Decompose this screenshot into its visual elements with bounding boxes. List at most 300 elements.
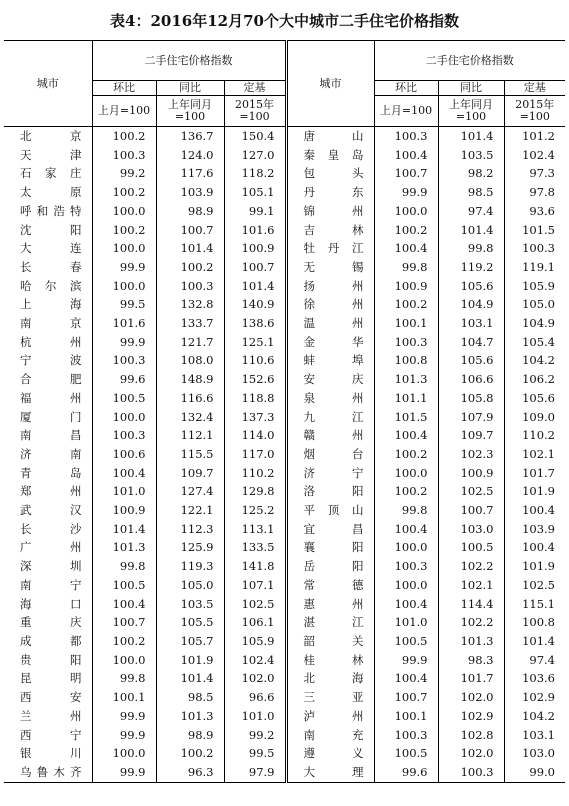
price-index-table xyxy=(4,40,565,783)
base-value-right: 97.8 xyxy=(529,185,555,200)
mom-value-left: 99.8 xyxy=(92,669,156,688)
yoy-value-left: 127.4 xyxy=(156,482,224,501)
table-body xyxy=(4,127,565,783)
yoy-value-right: 102.8 xyxy=(438,726,504,745)
yoy-value-right: 104.9 xyxy=(438,295,504,314)
yoy-value-right: 98.2 xyxy=(438,164,504,183)
city-name-right: 南充 xyxy=(286,726,374,745)
yoy-value-left: 101.9 xyxy=(156,651,224,670)
mom-value-right: 101.0 xyxy=(374,613,438,632)
city-name-left: 长春 xyxy=(4,258,92,277)
mom-value-right: 99.9 xyxy=(374,651,438,670)
yoy-value-left: 98.5 xyxy=(156,688,224,707)
base-value-left: 129.8 xyxy=(224,482,286,501)
base-value-right: 101.2 xyxy=(522,129,555,143)
base-value-left: 101.4 xyxy=(224,277,286,296)
table-row xyxy=(4,538,565,557)
city-name-left: 大连 xyxy=(4,239,92,258)
mom-value-right: 100.5 xyxy=(374,744,438,763)
yoy-value-left: 109.7 xyxy=(156,464,224,483)
base-value-right: 103.0 xyxy=(522,746,555,761)
mom-value-left: 100.0 xyxy=(92,277,156,296)
base-value-left: 102.4 xyxy=(224,651,286,670)
city-name-right: 金华 xyxy=(286,333,374,352)
table-row xyxy=(4,726,565,745)
base-header-right: 定基 xyxy=(504,81,565,96)
base-value-right: 102.5 xyxy=(522,577,555,592)
base-value-left: 100.9 xyxy=(224,239,286,258)
mom-value-right: 101.3 xyxy=(374,370,438,389)
yoy-value-right: 100.5 xyxy=(438,538,504,557)
base-value-left: 101.0 xyxy=(224,707,286,726)
city-name-left: 南宁 xyxy=(4,576,92,595)
yoy-value-left: 117.6 xyxy=(156,164,224,183)
base-value-right: 105.4 xyxy=(522,334,555,349)
base-value-right: 109.0 xyxy=(522,409,555,424)
table-row xyxy=(4,482,565,501)
base-value-right: 100.4 xyxy=(522,540,555,555)
mom-value-right: 101.1 xyxy=(374,389,438,408)
table-row xyxy=(4,557,565,576)
mom-value-left: 99.2 xyxy=(92,164,156,183)
base-value-right: 97.4 xyxy=(529,652,555,667)
table-row xyxy=(4,744,565,763)
base-value-left: 110.6 xyxy=(224,351,286,370)
yoy-value-right: 109.7 xyxy=(438,426,504,445)
base-value-right: 102.9 xyxy=(522,690,555,705)
base-sub-header-left: 2015年=100 xyxy=(224,96,286,127)
mom-value-right: 100.1 xyxy=(374,707,438,726)
base-value-left: 137.3 xyxy=(224,408,286,427)
base-value-left: 99.5 xyxy=(224,744,286,763)
base-value-right: 101.7 xyxy=(522,465,555,480)
base-value-left: 107.1 xyxy=(224,576,286,595)
city-name-left: 石家庄 xyxy=(4,164,92,183)
yoy-value-right: 102.3 xyxy=(438,445,504,464)
table-row xyxy=(4,464,565,483)
city-name-left: 天津 xyxy=(4,146,92,165)
yoy-value-right: 106.6 xyxy=(438,370,504,389)
table-row xyxy=(4,445,565,464)
yoy-value-left: 119.3 xyxy=(156,557,224,576)
mom-value-right: 100.2 xyxy=(374,445,438,464)
yoy-value-right: 119.2 xyxy=(438,258,504,277)
city-name-right: 蚌埠 xyxy=(286,351,374,370)
mom-value-right: 99.6 xyxy=(374,763,438,782)
table-row xyxy=(4,258,565,277)
yoy-value-left: 98.9 xyxy=(156,726,224,745)
yoy-value-left: 105.5 xyxy=(156,613,224,632)
mom-value-right: 100.9 xyxy=(374,277,438,296)
base-value-left: 150.4 xyxy=(224,127,286,146)
city-name-right: 三亚 xyxy=(286,688,374,707)
mom-value-left: 100.5 xyxy=(92,389,156,408)
base-value-left: 99.2 xyxy=(224,726,286,745)
table-row xyxy=(4,370,565,389)
city-name-left: 海口 xyxy=(4,595,92,614)
city-name-right: 泉州 xyxy=(286,389,374,408)
yoy-value-right: 114.4 xyxy=(438,595,504,614)
yoy-value-left: 108.0 xyxy=(156,351,224,370)
base-value-left: 140.9 xyxy=(224,295,286,314)
base-value-right: 115.1 xyxy=(522,596,555,611)
city-name-right: 洛阳 xyxy=(286,482,374,501)
table-row xyxy=(4,351,565,370)
table-row xyxy=(4,164,565,183)
city-name-left: 宁波 xyxy=(4,351,92,370)
mom-value-right: 100.3 xyxy=(374,127,438,146)
base-value-right: 106.2 xyxy=(522,372,555,387)
base-header-left: 定基 xyxy=(224,81,286,96)
mom-value-left: 101.4 xyxy=(92,520,156,539)
base-value-left: 106.1 xyxy=(224,613,286,632)
base-value-left: 105.1 xyxy=(224,183,286,202)
city-name-left: 重庆 xyxy=(4,613,92,632)
yoy-value-right: 101.3 xyxy=(438,632,504,651)
table-row xyxy=(4,501,565,520)
city-name-right: 丹东 xyxy=(286,183,374,202)
yoy-value-left: 101.4 xyxy=(156,239,224,258)
mom-value-right: 100.7 xyxy=(374,688,438,707)
mom-value-right: 100.8 xyxy=(374,351,438,370)
base-value-right: 105.6 xyxy=(522,390,555,405)
mom-value-left: 100.1 xyxy=(92,688,156,707)
mom-value-left: 100.6 xyxy=(92,445,156,464)
yoy-value-left: 112.3 xyxy=(156,520,224,539)
table-row xyxy=(4,688,565,707)
base-value-right: 103.6 xyxy=(522,671,555,686)
mom-value-right: 99.9 xyxy=(374,183,438,202)
base-value-right: 119.1 xyxy=(522,259,555,274)
mom-value-left: 100.3 xyxy=(92,426,156,445)
city-name-left: 杭州 xyxy=(4,333,92,352)
yoy-sub-header-right: 上年同月=100 xyxy=(438,96,504,127)
table-row xyxy=(4,333,565,352)
yoy-value-right: 99.8 xyxy=(438,239,504,258)
table-row xyxy=(4,763,565,782)
city-name-right: 徐州 xyxy=(286,295,374,314)
base-value-right: 105.9 xyxy=(522,278,555,293)
index-group-header-left: 二手住宅价格指数 xyxy=(92,41,286,81)
table-row xyxy=(4,277,565,296)
base-value-right: 104.9 xyxy=(522,316,555,331)
mom-value-left: 100.4 xyxy=(92,464,156,483)
city-name-left: 贵阳 xyxy=(4,651,92,670)
base-value-left: 118.2 xyxy=(224,164,286,183)
base-value-right: 100.4 xyxy=(522,503,555,518)
city-name-right: 锦州 xyxy=(286,202,374,221)
mom-value-left: 100.2 xyxy=(92,221,156,240)
mom-value-right: 100.3 xyxy=(374,333,438,352)
table-row xyxy=(4,408,565,427)
yoy-value-left: 133.7 xyxy=(156,314,224,333)
mom-value-right: 99.8 xyxy=(374,258,438,277)
mom-value-right: 100.2 xyxy=(374,482,438,501)
city-name-right: 北海 xyxy=(286,669,374,688)
yoy-value-right: 102.0 xyxy=(438,688,504,707)
yoy-header-left: 同比 xyxy=(156,81,224,96)
table-row xyxy=(4,239,565,258)
base-value-left: 102.0 xyxy=(224,669,286,688)
city-name-left: 成都 xyxy=(4,632,92,651)
city-name-right: 牡丹江 xyxy=(286,239,374,258)
yoy-value-left: 105.7 xyxy=(156,632,224,651)
mom-value-right: 100.0 xyxy=(374,202,438,221)
yoy-header-right: 同比 xyxy=(438,81,504,96)
yoy-value-left: 100.3 xyxy=(156,277,224,296)
table-row xyxy=(4,295,565,314)
city-name-right: 桂林 xyxy=(286,651,374,670)
mom-value-left: 100.3 xyxy=(92,351,156,370)
yoy-value-left: 100.2 xyxy=(156,744,224,763)
yoy-value-left: 132.4 xyxy=(156,408,224,427)
mom-value-left: 99.9 xyxy=(92,707,156,726)
table-row xyxy=(4,520,565,539)
base-value-left: 97.9 xyxy=(224,763,286,782)
mom-value-left: 100.4 xyxy=(92,595,156,614)
yoy-value-left: 112.1 xyxy=(156,426,224,445)
yoy-value-left: 132.8 xyxy=(156,295,224,314)
city-name-left: 郑州 xyxy=(4,482,92,501)
base-value-right: 100.8 xyxy=(522,615,555,630)
mom-value-right: 100.4 xyxy=(374,146,438,165)
base-value-right: 101.4 xyxy=(522,633,555,648)
yoy-value-right: 103.5 xyxy=(438,146,504,165)
mom-value-right: 100.7 xyxy=(374,164,438,183)
yoy-value-right: 104.7 xyxy=(438,333,504,352)
city-name-right: 温州 xyxy=(286,314,374,333)
mom-value-left: 101.3 xyxy=(92,538,156,557)
table-row xyxy=(4,632,565,651)
base-value-left: 99.1 xyxy=(224,202,286,221)
table-row xyxy=(4,183,565,202)
base-value-left: 118.8 xyxy=(224,389,286,408)
city-name-right: 无锡 xyxy=(286,258,374,277)
mom-value-left: 100.0 xyxy=(92,239,156,258)
base-value-right: 101.9 xyxy=(522,484,555,499)
yoy-value-left: 101.4 xyxy=(156,669,224,688)
base-value-left: 113.1 xyxy=(224,520,286,539)
yoy-value-left: 100.2 xyxy=(156,258,224,277)
yoy-value-left: 96.3 xyxy=(156,763,224,782)
mom-value-right: 100.3 xyxy=(374,726,438,745)
base-value-left: 110.2 xyxy=(224,464,286,483)
mom-value-left: 100.2 xyxy=(92,632,156,651)
mom-value-left: 99.9 xyxy=(92,258,156,277)
base-value-left: 117.0 xyxy=(224,445,286,464)
yoy-value-right: 102.2 xyxy=(438,557,504,576)
city-name-right: 宜昌 xyxy=(286,520,374,539)
yoy-value-right: 103.1 xyxy=(438,314,504,333)
mom-value-left: 99.8 xyxy=(92,557,156,576)
city-name-left: 沈阳 xyxy=(4,221,92,240)
base-value-left: 100.7 xyxy=(224,258,286,277)
yoy-value-right: 105.6 xyxy=(438,277,504,296)
table-row xyxy=(4,595,565,614)
base-value-right: 103.1 xyxy=(522,727,555,742)
base-value-left: 101.6 xyxy=(224,221,286,240)
mom-value-left: 100.0 xyxy=(92,651,156,670)
table-row xyxy=(4,314,565,333)
base-value-right: 103.9 xyxy=(522,521,555,536)
city-name-left: 哈尔滨 xyxy=(4,277,92,296)
yoy-value-left: 124.0 xyxy=(156,146,224,165)
yoy-value-left: 125.9 xyxy=(156,538,224,557)
yoy-value-right: 102.0 xyxy=(438,744,504,763)
mom-value-left: 99.5 xyxy=(92,295,156,314)
city-name-right: 襄阳 xyxy=(286,538,374,557)
city-name-left: 青岛 xyxy=(4,464,92,483)
city-name-left: 呼和浩特 xyxy=(4,202,92,221)
yoy-value-left: 101.3 xyxy=(156,707,224,726)
city-name-left: 厦门 xyxy=(4,408,92,427)
city-name-right: 扬州 xyxy=(286,277,374,296)
city-name-right: 韶关 xyxy=(286,632,374,651)
mom-value-right: 100.0 xyxy=(374,538,438,557)
city-header-right: 城市 xyxy=(286,41,374,127)
yoy-value-right: 105.8 xyxy=(438,389,504,408)
yoy-value-left: 100.7 xyxy=(156,221,224,240)
base-value-left: 152.6 xyxy=(224,370,286,389)
mom-value-left: 100.7 xyxy=(92,613,156,632)
yoy-value-right: 105.6 xyxy=(438,351,504,370)
table-row xyxy=(4,146,565,165)
mom-value-left: 100.9 xyxy=(92,501,156,520)
city-name-left: 福州 xyxy=(4,389,92,408)
mom-value-right: 100.4 xyxy=(374,239,438,258)
city-name-left: 北京 xyxy=(4,127,92,146)
city-name-left: 长沙 xyxy=(4,520,92,539)
mom-value-left: 99.9 xyxy=(92,763,156,782)
base-value-left: 114.0 xyxy=(224,426,286,445)
mom-value-right: 100.2 xyxy=(374,221,438,240)
city-name-right: 赣州 xyxy=(286,426,374,445)
mom-value-right: 100.3 xyxy=(374,557,438,576)
yoy-value-right: 101.4 xyxy=(438,221,504,240)
yoy-value-left: 116.6 xyxy=(156,389,224,408)
city-name-left: 南京 xyxy=(4,314,92,333)
city-name-left: 昆明 xyxy=(4,669,92,688)
table-row xyxy=(4,613,565,632)
yoy-value-right: 101.4 xyxy=(438,127,504,146)
yoy-value-left: 148.9 xyxy=(156,370,224,389)
table-row xyxy=(4,202,565,221)
base-value-right: 104.2 xyxy=(522,353,555,368)
mom-value-left: 100.0 xyxy=(92,408,156,427)
city-name-right: 湛江 xyxy=(286,613,374,632)
base-value-right: 100.3 xyxy=(522,241,555,256)
table-row xyxy=(4,651,565,670)
base-value-left: 96.6 xyxy=(224,688,286,707)
base-value-right: 102.4 xyxy=(522,147,555,162)
city-name-right: 唐山 xyxy=(286,127,374,146)
yoy-value-right: 102.5 xyxy=(438,482,504,501)
city-name-right: 平顶山 xyxy=(286,501,374,520)
base-value-right: 93.6 xyxy=(529,203,555,218)
mom-value-right: 100.0 xyxy=(374,464,438,483)
mom-value-right: 101.5 xyxy=(374,408,438,427)
yoy-value-left: 122.1 xyxy=(156,501,224,520)
city-name-right: 大理 xyxy=(286,763,374,782)
yoy-value-right: 100.9 xyxy=(438,464,504,483)
yoy-value-left: 103.5 xyxy=(156,595,224,614)
mom-value-right: 100.0 xyxy=(374,576,438,595)
mom-value-left: 99.6 xyxy=(92,370,156,389)
yoy-value-right: 97.4 xyxy=(438,202,504,221)
yoy-value-right: 102.9 xyxy=(438,707,504,726)
mom-sub-header-left: 上月=100 xyxy=(92,96,156,127)
city-header-left: 城市 xyxy=(4,41,92,127)
table-row xyxy=(4,221,565,240)
index-group-header-right: 二手住宅价格指数 xyxy=(374,41,565,81)
base-value-left: 102.5 xyxy=(224,595,286,614)
table-row xyxy=(4,669,565,688)
city-name-left: 兰州 xyxy=(4,707,92,726)
table-row xyxy=(4,127,565,146)
city-name-right: 九江 xyxy=(286,408,374,427)
base-value-right: 101.5 xyxy=(522,222,555,237)
base-value-left: 127.0 xyxy=(224,146,286,165)
city-name-right: 泸州 xyxy=(286,707,374,726)
mom-value-left: 99.9 xyxy=(92,333,156,352)
yoy-value-left: 136.7 xyxy=(156,127,224,146)
yoy-value-left: 121.7 xyxy=(156,333,224,352)
base-value-left: 138.6 xyxy=(224,314,286,333)
city-name-left: 西宁 xyxy=(4,726,92,745)
table-row xyxy=(4,707,565,726)
base-value-right: 102.1 xyxy=(522,446,555,461)
city-name-right: 吉林 xyxy=(286,221,374,240)
mom-value-right: 100.4 xyxy=(374,520,438,539)
mom-header-right: 环比 xyxy=(374,81,438,96)
mom-sub-header-right: 上月=100 xyxy=(374,96,438,127)
mom-value-left: 100.0 xyxy=(92,202,156,221)
yoy-value-left: 103.9 xyxy=(156,183,224,202)
city-name-right: 秦皇岛 xyxy=(286,146,374,165)
mom-value-left: 100.5 xyxy=(92,576,156,595)
yoy-value-right: 100.3 xyxy=(438,763,504,782)
base-value-right: 97.3 xyxy=(529,166,555,181)
mom-value-left: 101.6 xyxy=(92,314,156,333)
base-value-left: 141.8 xyxy=(224,557,286,576)
city-name-left: 乌鲁木齐 xyxy=(4,763,92,782)
city-name-right: 烟台 xyxy=(286,445,374,464)
mom-value-right: 100.4 xyxy=(374,426,438,445)
city-name-right: 济宁 xyxy=(286,464,374,483)
city-name-right: 包头 xyxy=(286,164,374,183)
base-value-left: 125.1 xyxy=(224,333,286,352)
yoy-value-right: 98.3 xyxy=(438,651,504,670)
city-name-left: 太原 xyxy=(4,183,92,202)
city-name-right: 岳阳 xyxy=(286,557,374,576)
city-name-left: 深圳 xyxy=(4,557,92,576)
base-value-left: 105.9 xyxy=(224,632,286,651)
mom-value-left: 100.3 xyxy=(92,146,156,165)
mom-value-left: 100.2 xyxy=(92,127,156,146)
base-value-right: 110.2 xyxy=(522,428,555,443)
yoy-value-right: 98.5 xyxy=(438,183,504,202)
city-name-left: 济南 xyxy=(4,445,92,464)
city-name-left: 广州 xyxy=(4,538,92,557)
yoy-value-right: 102.1 xyxy=(438,576,504,595)
city-name-right: 常德 xyxy=(286,576,374,595)
base-value-left: 125.2 xyxy=(224,501,286,520)
city-name-right: 惠州 xyxy=(286,595,374,614)
yoy-value-right: 101.7 xyxy=(438,669,504,688)
city-name-left: 银川 xyxy=(4,744,92,763)
table-row xyxy=(4,426,565,445)
yoy-value-left: 98.9 xyxy=(156,202,224,221)
